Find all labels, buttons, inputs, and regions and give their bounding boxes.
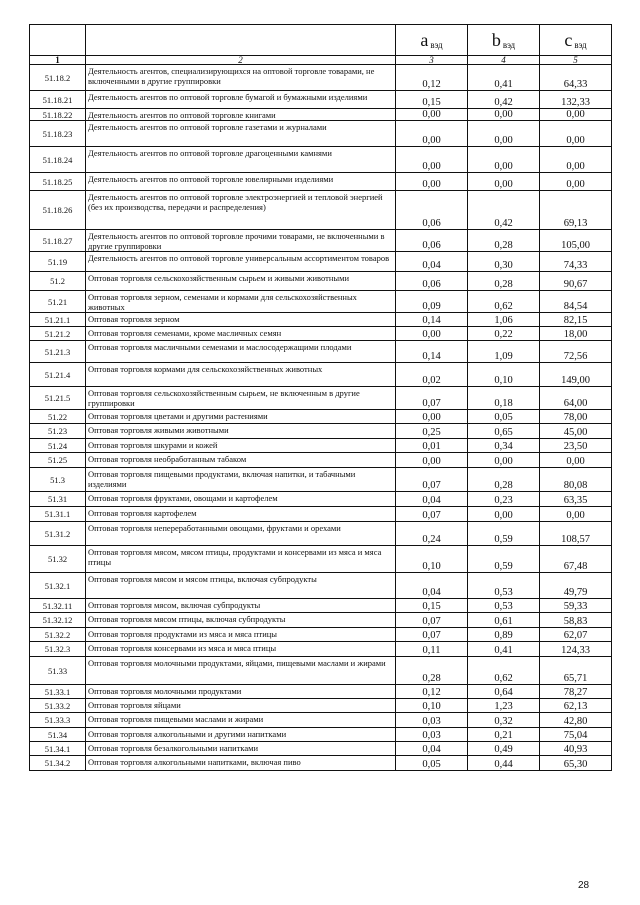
row-value-b: 0,21 — [468, 728, 540, 742]
table-row — [30, 699, 612, 713]
row-value-a: 0,11 — [396, 642, 468, 657]
row-name: Оптовая торговля сельскохозяйственным сырьем, не включенным в другие группировки — [86, 387, 396, 410]
table-row — [30, 613, 612, 628]
row-value-c: 64,00 — [540, 387, 612, 410]
row-name: Оптовая торговля продуктами из мяса и мяса птицы — [86, 628, 396, 642]
row-name: Деятельность агентов по оптовой торговле бумагой и бумажными изделиями — [86, 91, 396, 109]
row-value-c: 82,15 — [540, 313, 612, 327]
statistics-table — [29, 24, 612, 771]
table-row — [30, 387, 612, 410]
table-row — [30, 65, 612, 91]
row-code: 51.18.22 — [30, 109, 86, 121]
table-header-row — [30, 25, 612, 56]
table-row — [30, 230, 612, 252]
row-code: 51.21.4 — [30, 363, 86, 387]
table-row — [30, 642, 612, 657]
row-value-b: 0,62 — [468, 657, 540, 685]
row-code: 51.18.25 — [30, 173, 86, 191]
row-value-c: 78,27 — [540, 685, 612, 699]
row-value-b: 0,00 — [468, 147, 540, 173]
row-value-b: 0,62 — [468, 291, 540, 313]
row-value-a: 0,00 — [396, 173, 468, 191]
row-value-a: 0,04 — [396, 492, 468, 507]
row-name: Оптовая торговля непереработанными овощами, фруктами и орехами — [86, 522, 396, 546]
row-code: 51.32.11 — [30, 599, 86, 613]
row-value-b: 1,06 — [468, 313, 540, 327]
row-value-a: 0,14 — [396, 341, 468, 363]
row-value-c: 63,35 — [540, 492, 612, 507]
row-value-a: 0,06 — [396, 272, 468, 291]
row-name: Оптовая торговля сельскохозяйственным сырьем и живыми животными — [86, 272, 396, 291]
row-value-a: 0,07 — [396, 468, 468, 492]
row-value-c: 42,80 — [540, 713, 612, 728]
row-value-a: 0,24 — [396, 522, 468, 546]
row-code: 51.33.1 — [30, 685, 86, 699]
row-code: 51.33.3 — [30, 713, 86, 728]
row-value-b: 1,09 — [468, 341, 540, 363]
row-value-b: 0,00 — [468, 453, 540, 468]
row-value-a: 0,00 — [396, 453, 468, 468]
row-value-a: 0,04 — [396, 573, 468, 599]
row-value-b: 0,10 — [468, 363, 540, 387]
row-value-c: 58,83 — [540, 613, 612, 628]
row-value-c: 62,07 — [540, 628, 612, 642]
row-value-b: 0,05 — [468, 410, 540, 424]
row-name: Оптовая торговля шкурами и кожей — [86, 439, 396, 453]
row-name: Оптовая торговля семенами, кроме масличных семян — [86, 327, 396, 341]
row-value-b: 0,44 — [468, 756, 540, 771]
row-value-c: 59,33 — [540, 599, 612, 613]
row-value-c: 0,00 — [540, 147, 612, 173]
row-name: Оптовая торговля пищевыми маслами и жирами — [86, 713, 396, 728]
column-number: 5 — [540, 56, 612, 65]
row-name: Деятельность агентов, специализирующихся на оптовой торговле товарами, не включенными в другие группировки — [86, 65, 396, 91]
row-value-a: 0,07 — [396, 628, 468, 642]
row-name: Деятельность агентов по оптовой торговле электроэнергией и тепловой энергией (без их производства, передачи и распределения) — [86, 191, 396, 230]
row-value-c: 40,93 — [540, 742, 612, 756]
row-code: 51.18.27 — [30, 230, 86, 252]
row-value-b: 0,65 — [468, 424, 540, 439]
column-number: 2 — [86, 56, 396, 65]
row-value-a: 0,03 — [396, 728, 468, 742]
row-value-c: 84,54 — [540, 291, 612, 313]
row-name: Оптовая торговля мясом, мясом птицы, продуктами и консервами из мяса и мяса птицы — [86, 546, 396, 573]
row-code: 51.33 — [30, 657, 86, 685]
row-value-c: 0,00 — [540, 507, 612, 522]
row-value-b: 0,61 — [468, 613, 540, 628]
table-row — [30, 599, 612, 613]
row-name: Оптовая торговля мясом птицы, включая субпродукты — [86, 613, 396, 628]
row-name: Оптовая торговля молочными продуктами — [86, 685, 396, 699]
row-value-a: 0,00 — [396, 327, 468, 341]
row-code: 51.18.26 — [30, 191, 86, 230]
table-row — [30, 272, 612, 291]
row-name: Оптовая торговля яйцами — [86, 699, 396, 713]
table-row — [30, 628, 612, 642]
row-value-c: 0,00 — [540, 121, 612, 147]
row-code: 51.21 — [30, 291, 86, 313]
row-value-b: 0,41 — [468, 65, 540, 91]
row-value-c: 67,48 — [540, 546, 612, 573]
header-b: b $_{вэд}$ — [468, 25, 540, 56]
column-number: 4 — [468, 56, 540, 65]
row-name: Оптовая торговля молочными продуктами, яйцами, пищевыми маслами и жирами — [86, 657, 396, 685]
table-row — [30, 363, 612, 387]
table-row — [30, 756, 612, 771]
row-value-a: 0,07 — [396, 387, 468, 410]
row-code: 51.34.2 — [30, 756, 86, 771]
row-code: 51.19 — [30, 252, 86, 272]
row-value-c: 64,33 — [540, 65, 612, 91]
row-value-b: 0,42 — [468, 91, 540, 109]
page-number: 28 — [578, 880, 590, 891]
row-value-c: 124,33 — [540, 642, 612, 657]
row-value-b: 0,00 — [468, 121, 540, 147]
table-row — [30, 147, 612, 173]
row-code: 51.18.21 — [30, 91, 86, 109]
row-name: Оптовая торговля консервами из мяса и мяса птицы — [86, 642, 396, 657]
row-value-b: 0,28 — [468, 272, 540, 291]
row-value-a: 0,15 — [396, 599, 468, 613]
row-name: Деятельность агентов по оптовой торговле газетами и журналами — [86, 121, 396, 147]
row-code: 51.32.2 — [30, 628, 86, 642]
row-value-c: 69,13 — [540, 191, 612, 230]
table-row — [30, 492, 612, 507]
row-value-c: 23,50 — [540, 439, 612, 453]
row-name: Деятельность агентов по оптовой торговле ювелирными изделиями — [86, 173, 396, 191]
row-value-b: 0,28 — [468, 230, 540, 252]
row-value-b: 0,00 — [468, 173, 540, 191]
table-row — [30, 685, 612, 699]
table-row — [30, 713, 612, 728]
row-value-c: 45,00 — [540, 424, 612, 439]
table-row — [30, 573, 612, 599]
header-c: c $_{вэд}$ — [540, 25, 612, 56]
header-name — [86, 25, 396, 56]
row-value-a: 0,00 — [396, 109, 468, 121]
table-row — [30, 546, 612, 573]
row-name: Деятельность агентов по оптовой торговле прочими товарами, не включенными в другие группировки — [86, 230, 396, 252]
row-value-a: 0,25 — [396, 424, 468, 439]
row-code: 51.22 — [30, 410, 86, 424]
row-value-c: 149,00 — [540, 363, 612, 387]
row-value-a: 0,14 — [396, 313, 468, 327]
row-value-a: 0,10 — [396, 546, 468, 573]
row-code: 51.33.2 — [30, 699, 86, 713]
row-value-c: 80,08 — [540, 468, 612, 492]
row-value-a: 0,00 — [396, 410, 468, 424]
row-name: Оптовая торговля кормами для сельскохозяйственных животных — [86, 363, 396, 387]
row-value-b: 0,23 — [468, 492, 540, 507]
row-name: Оптовая торговля живыми животными — [86, 424, 396, 439]
row-value-b: 0,30 — [468, 252, 540, 272]
table-row — [30, 424, 612, 439]
row-code: 51.24 — [30, 439, 86, 453]
row-value-a: 0,04 — [396, 252, 468, 272]
row-code: 51.32 — [30, 546, 86, 573]
row-value-a: 0,28 — [396, 657, 468, 685]
row-value-c: 0,00 — [540, 173, 612, 191]
row-name: Деятельность агентов по оптовой торговле драгоценными камнями — [86, 147, 396, 173]
row-value-c: 90,67 — [540, 272, 612, 291]
row-name: Оптовая торговля картофелем — [86, 507, 396, 522]
table-row — [30, 109, 612, 121]
row-code: 51.18.23 — [30, 121, 86, 147]
row-value-a: 0,07 — [396, 507, 468, 522]
row-value-c: 65,71 — [540, 657, 612, 685]
row-value-b: 0,42 — [468, 191, 540, 230]
header-code — [30, 25, 86, 56]
row-value-a: 0,00 — [396, 147, 468, 173]
row-code: 51.31.2 — [30, 522, 86, 546]
row-value-b: 0,64 — [468, 685, 540, 699]
table-row — [30, 410, 612, 424]
row-value-a: 0,06 — [396, 191, 468, 230]
row-name: Оптовая торговля цветами и другими растениями — [86, 410, 396, 424]
row-value-c: 0,00 — [540, 109, 612, 121]
row-name: Оптовая торговля алкогольными напитками, включая пиво — [86, 756, 396, 771]
table-row — [30, 439, 612, 453]
row-code: 51.21.1 — [30, 313, 86, 327]
row-name: Деятельность агентов по оптовой торговле универсальным ассортиментом товаров — [86, 252, 396, 272]
row-value-b: 0,59 — [468, 546, 540, 573]
row-code: 51.31 — [30, 492, 86, 507]
row-value-a: 0,12 — [396, 65, 468, 91]
row-code: 51.21.3 — [30, 341, 86, 363]
table-row — [30, 453, 612, 468]
row-value-a: 0,06 — [396, 230, 468, 252]
row-code: 51.32.3 — [30, 642, 86, 657]
row-name: Оптовая торговля зерном — [86, 313, 396, 327]
header-a: a $_{вэд}$ — [396, 25, 468, 56]
row-value-b: 0,22 — [468, 327, 540, 341]
row-value-b: 0,34 — [468, 439, 540, 453]
row-value-c: 78,00 — [540, 410, 612, 424]
row-value-a: 0,07 — [396, 613, 468, 628]
table-row — [30, 173, 612, 191]
row-code: 51.32.12 — [30, 613, 86, 628]
row-value-b: 0,41 — [468, 642, 540, 657]
row-code: 51.21.2 — [30, 327, 86, 341]
table-row — [30, 468, 612, 492]
table-row — [30, 121, 612, 147]
column-number-row — [30, 56, 612, 65]
table-row — [30, 91, 612, 109]
row-value-c: 105,00 — [540, 230, 612, 252]
row-value-a: 0,00 — [396, 121, 468, 147]
table-row — [30, 507, 612, 522]
row-value-c: 75,04 — [540, 728, 612, 742]
row-value-a: 0,04 — [396, 742, 468, 756]
row-value-c: 74,33 — [540, 252, 612, 272]
table-row — [30, 728, 612, 742]
table-row — [30, 341, 612, 363]
row-value-a: 0,03 — [396, 713, 468, 728]
row-code: 51.3 — [30, 468, 86, 492]
row-value-a: 0,09 — [396, 291, 468, 313]
row-code: 51.32.1 — [30, 573, 86, 599]
table-row — [30, 191, 612, 230]
row-value-c: 18,00 — [540, 327, 612, 341]
row-value-b: 0,49 — [468, 742, 540, 756]
row-value-b: 0,53 — [468, 573, 540, 599]
row-value-b: 1,23 — [468, 699, 540, 713]
row-code: 51.31.1 — [30, 507, 86, 522]
row-code: 51.18.2 — [30, 65, 86, 91]
column-number: 1 — [30, 56, 86, 65]
row-value-b: 0,32 — [468, 713, 540, 728]
column-number: 3 — [396, 56, 468, 65]
row-value-b: 0,59 — [468, 522, 540, 546]
row-name: Оптовая торговля пищевыми продуктами, включая напитки, и табачными изделиями — [86, 468, 396, 492]
row-value-b: 0,18 — [468, 387, 540, 410]
row-code: 51.25 — [30, 453, 86, 468]
table-row — [30, 657, 612, 685]
row-name: Деятельность агентов по оптовой торговле книгами — [86, 109, 396, 121]
row-value-c: 132,33 — [540, 91, 612, 109]
row-value-b: 0,89 — [468, 628, 540, 642]
row-name: Оптовая торговля зерном, семенами и кормами для сельскохозяйственных животных — [86, 291, 396, 313]
table-row — [30, 313, 612, 327]
row-value-a: 0,05 — [396, 756, 468, 771]
row-value-c: 65,30 — [540, 756, 612, 771]
row-value-c: 62,13 — [540, 699, 612, 713]
table-row — [30, 291, 612, 313]
row-code: 51.21.5 — [30, 387, 86, 410]
row-code: 51.18.24 — [30, 147, 86, 173]
row-code: 51.34.1 — [30, 742, 86, 756]
row-code: 51.23 — [30, 424, 86, 439]
row-code: 51.2 — [30, 272, 86, 291]
row-name: Оптовая торговля мясом и мясом птицы, включая субпродукты — [86, 573, 396, 599]
row-name: Оптовая торговля безалкогольными напитками — [86, 742, 396, 756]
row-value-c: 49,79 — [540, 573, 612, 599]
row-value-a: 0,10 — [396, 699, 468, 713]
row-name: Оптовая торговля фруктами, овощами и картофелем — [86, 492, 396, 507]
row-name: Оптовая торговля алкогольными и другими напитками — [86, 728, 396, 742]
row-value-a: 0,15 — [396, 91, 468, 109]
row-value-c: 108,57 — [540, 522, 612, 546]
row-value-a: 0,01 — [396, 439, 468, 453]
row-value-a: 0,02 — [396, 363, 468, 387]
row-code: 51.34 — [30, 728, 86, 742]
row-value-c: 0,00 — [540, 453, 612, 468]
row-name: Оптовая торговля масличными семенами и маслосодержащими плодами — [86, 341, 396, 363]
row-value-b: 0,53 — [468, 599, 540, 613]
row-value-b: 0,00 — [468, 507, 540, 522]
table-row — [30, 742, 612, 756]
table-row — [30, 327, 612, 341]
row-name: Оптовая торговля мясом, включая субпродукты — [86, 599, 396, 613]
row-value-b: 0,28 — [468, 468, 540, 492]
table-row — [30, 522, 612, 546]
row-value-b: 0,00 — [468, 109, 540, 121]
row-value-c: 72,56 — [540, 341, 612, 363]
row-value-a: 0,12 — [396, 685, 468, 699]
row-name: Оптовая торговля необработанным табаком — [86, 453, 396, 468]
table-row — [30, 252, 612, 272]
